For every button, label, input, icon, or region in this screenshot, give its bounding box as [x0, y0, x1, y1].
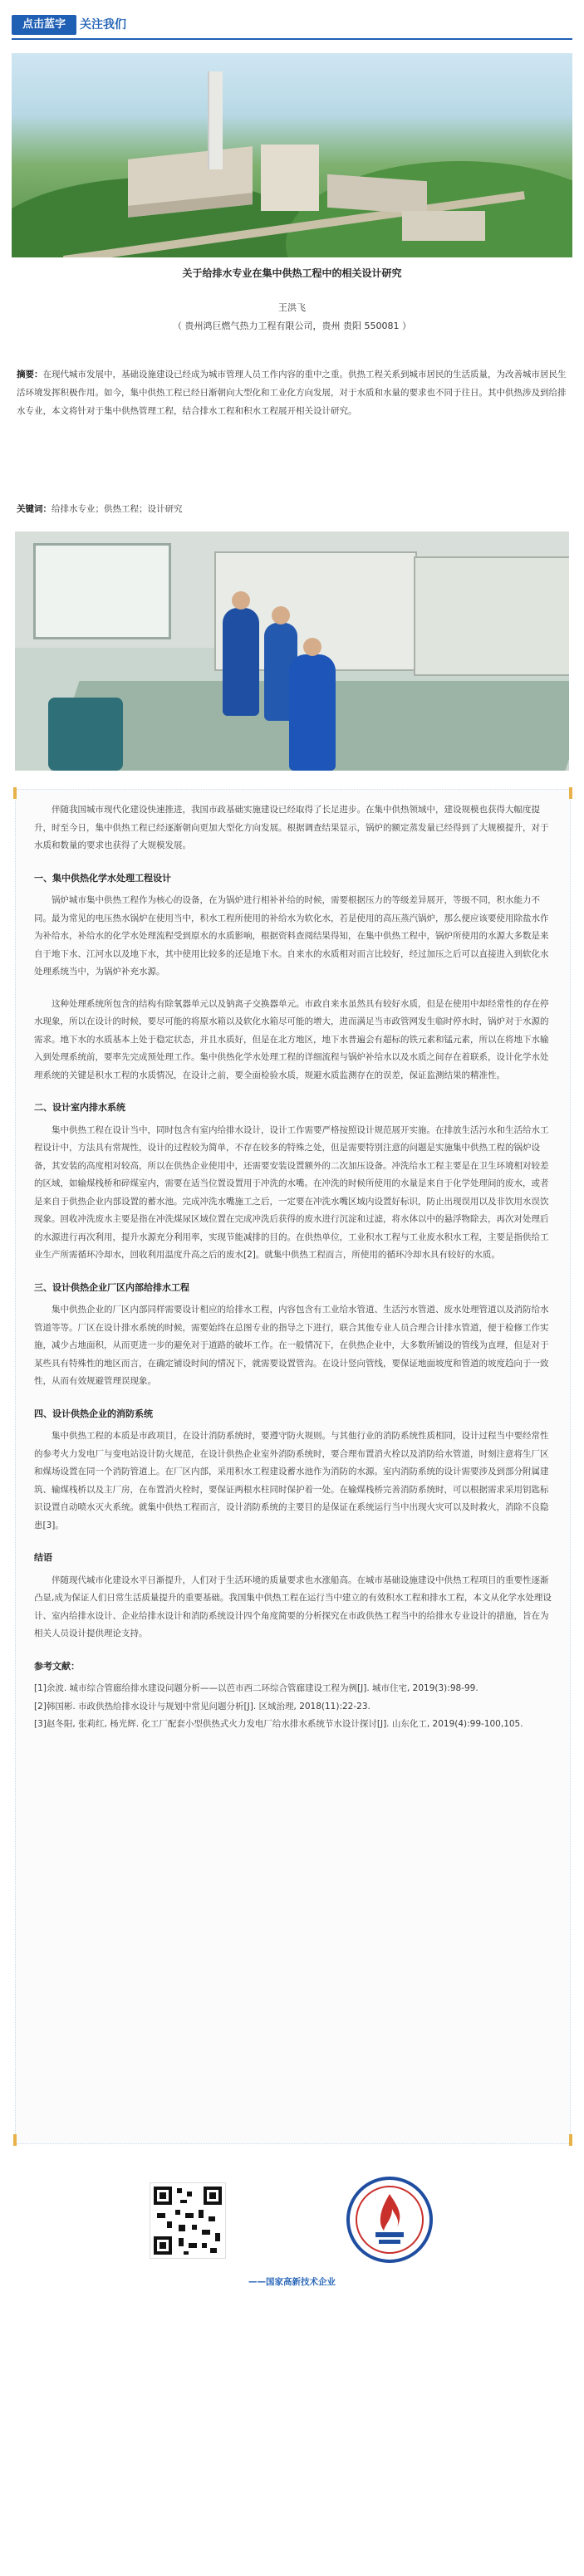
intro-paragraph: 伴随我国城市现代化建设快速推进，我国市政基础实施建设已经取得了长足进步。在集中供热领域中，建设规模也获得大幅度提升，时至今日，集中供热工程已经逐渐朝向更加大型化方向发展。根据调查结果显示，锅炉的额定蒸发量已经得到了大规模提升，对于水质和数量的要求也获得了大规模发展。	[34, 805, 549, 850]
keywords	[17, 502, 567, 515]
follow-us-label[interactable]: 关注我们	[80, 18, 126, 32]
conclusion-heading: 结语	[34, 1552, 52, 1563]
section-heading: 四、设计供热企业的消防系统	[34, 1408, 153, 1419]
reference-item: [1]余波. 城市综合管廊给排水建设问题分析——以芭市西二环综合管廊建设工程为例[J]. 城市住宅, 2019(3):98-99.	[34, 1683, 478, 1693]
qr-code-image	[150, 2182, 226, 2259]
building-shape	[402, 211, 485, 241]
building-shape	[261, 144, 319, 211]
section-paragraph: 锅炉城市集中供热工程作为核心的设备，在为锅炉进行相补补给的时候，需要根据压力的等级差异展开，等级不同，积水能力不同。最为常见的电压热水锅炉在使用当中，积水工程所使用的补给水为软化水，若是使用的高压蒸汽锅炉，那么便应该要使用除盐水作为补给水，补给水的化学水处理流程受到原水的水质影响，根据资料查阅结果得知，在集中供热工程中，锅炉所使用的水源大多数是来自于地下水、江河水以及地下水，其中使用比较多的还是地下水。自来水的水质相对而言比较好，经过加压之后可以直接进入到软化水处理系统当中，为锅炉补充水源。	[34, 895, 549, 977]
corner-ornament	[569, 2134, 572, 2146]
chimney-shape	[208, 71, 223, 169]
control-panel-shape	[414, 556, 569, 676]
control-room-photo	[15, 531, 569, 771]
abstract	[17, 365, 567, 420]
keywords-text: 给排水专业；供热工程；设计研究	[52, 504, 183, 514]
worker-figure	[223, 608, 259, 716]
corner-ornament	[13, 787, 17, 799]
section-paragraph: 这种处理系统所包含的结构有除氧器单元以及钠离子交换器单元。市政自来水虽然具有较好水质，但是在使用中却经常性的存在停水现象，所以在设计的时候，要尽可能的将原水箱以及软化水箱尽可能的增大，进而满足当市政管网发生临时停水时，锅炉对于水源的需求。地下水的水质基本上处于稳定状态，并且水质好，但是在北方地区，地下水普遍会有超标的铁元素和锰元素，所以在将地下水输入到处理系统前，要率先完成预处理工作。集中供热化学水处理工程的详细流程与锅炉补给水以及水质之间存在着联系，设计化学水处理系统的关键是积水工程的水质情况，在设计之前，要全面检验水质，规避水质监测存在的误差，保证监测结果的精准性。	[34, 998, 549, 1080]
company-logo	[346, 2176, 434, 2264]
plant-aerial-image	[12, 53, 572, 257]
conclusion-paragraph: 伴随现代城市化建设水平日渐提升，人们对于生活环境的质量要求也水涨船高。在城市基础设施建设中供热工程项目的重要性逐渐凸显,成为保证人们日常生活质量提升的重要基础。我国集中供热工程在运行当中建立的有效积水工程和排水工程，本文从化学水处理设计、室内给排水设计、企业给排水设计和消防系统设计四个角度简要的分析探究在市政供热工程当中的给排水专业设计的措施，旨在为相关人员设计提供理论支持。	[34, 1574, 552, 1638]
section-paragraph: 集中供热工程的本质是市政项目，在设计消防系统时，要遵守防火规则。与其他行业的消防系统性质相同，设计过程当中要经常性的参考火力发电厂与变电站设计防火规范，在设计供热企业室外消防系统时，要合理布置消火栓以及消防给水管道，时刻注意将生厂区和煤场设置在同一个消防管道上。在厂区内部，采用积水工程建设蓄水池作为消防的水源。室内消防系统的设计需要涉及到部分附属建筑、输煤栈桥以及主厂房，在布置消火栓时，要保证两根水柱同时保护着一处。在输煤栈桥完善消防系统时，可以根据需求采用钥匙标识设置自动喷水灭火系统。就集中供热工程而言，设计消防系统的主要目的是保证在系统运行当中出现火灾可以及时救火，消除不良隐患[3]。	[34, 1431, 549, 1530]
follow-banner	[0, 0, 584, 48]
chair-shape	[48, 698, 123, 771]
worker-figure	[289, 654, 336, 771]
click-blue-text-tag[interactable]: 点击蓝字	[12, 15, 76, 35]
abstract-label: 摘要：	[17, 370, 43, 380]
article-organization: （ 贵州鸿巨燃气热力工程有限公司，贵州 贵阳 550081 ）	[173, 321, 411, 331]
company-footer-text: ——国家高新技术企业	[248, 2277, 336, 2287]
reference-item: [3]赵冬阳, 张莉红, 杨光辉. 化工厂配套小型供热式火力发电厂给水排水系统节水设计探讨[J]. 山东化工, 2019(4):99-100,105.	[34, 1719, 523, 1729]
section-heading: 三、设计供热企业厂区内部给排水工程	[34, 1281, 189, 1293]
corner-ornament	[569, 787, 572, 799]
abstract-text: 在现代城市发展中，基础设施建设已经成为城市管理人员工作内容的重中之重。供热工程关系到城市居民的生活质量，为改善城市居民生活环境发挥积极作用。如今，集中供热工程已经日渐朝向大型化和工业化方向发展，对于水质和水量的要求也不同于往日。其中供热涉及到给排水专业，本文将针对于集中供热管理工程，结合排水工程和积水工程展开相关设计研究。	[17, 370, 567, 416]
article-title: 关于给排水专业在集中供热工程中的相关设计研究	[182, 267, 402, 279]
header-divider	[12, 38, 572, 40]
references-heading: 参考文献：	[34, 1660, 80, 1672]
article-content	[34, 801, 552, 1734]
worker-head	[272, 606, 290, 624]
worker-head	[303, 638, 321, 656]
reference-item: [2]韩国彬. 市政供热给排水设计与规划中常见问题分析[J]. 区域治理, 2018(11):22-23.	[34, 1701, 371, 1712]
worker-head	[232, 591, 250, 610]
keywords-label: 关键词：	[17, 504, 52, 514]
building-shape	[327, 174, 427, 214]
article-author: 王洪飞	[278, 302, 306, 313]
section-heading: 二、设计室内排水系统	[34, 1102, 125, 1113]
section-paragraph: 集中供热企业的厂区内部同样需要设计相应的给排水工程，内容包含有工业给水管道、生活污水管道、废水处理管道以及消防给水管道等等。厂区在设计排水系统的时候，需要始终在总图专业的指导之下进行，联合其他专业人员合理合计排水管道，便于检修工作实施，减少占地面积，从而更进一步的避免对于道路的破坏工作。在一般情况下，在供热企业中，大多数所铺设的管线为直埋，但是对于某些具有特殊性的地区而言，在确定铺设时间的情况下，就需要设置管沟。在设计竖向管线，要保证地面坡度和管道的坡度趋向于一致性，从而有效规避管理误现象。	[34, 1305, 549, 1386]
corner-ornament	[13, 2134, 17, 2146]
section-heading: 一、集中供热化学水处理工程设计	[34, 872, 171, 884]
section-paragraph: 集中供热工程在设计当中，同时包含有室内给排水设计，设计工作需要严格按照设计规范展开实施。在排放生活污水和生活给水工程设计中，方法具有常规性，设计的过程较为简单，不存在较多的特殊之处，但是需要特别注意的问题是实施集中供热工程的锅炉设备，其安装的高度相对较高，所以在供热企业使用中，还需要安装设置额外的二次加压设备。冲洗给水工程主要是在卫生环境相对较差的区域，如输煤栈桥和碎煤室内，需要在适当位置设置用于冲洗的水嘴。在冲洗的时候所使用的水量是来自于化学处理间的废水，或者是来自于供热企业内部设置的蓄水池。完成冲洗水嘴施工之后，一定要在冲洗水嘴区域内设置好标识，防止出现误用以及非饮用水误饮现象。回收冲洗废水主要是指在冲洗煤尿区域位置在完成冲洗后获得的废水进行沉淀和过滤，将水体以中的悬浮物除去，再次对处理后的水源进行再次利用，提升水源充分利用率，实现节能减排的目的。在供热单位，工业积水工程与工业废水积水工程，主要是指供给工业生产所需循环冷却水，回收利用温度升高之后的废水[2]。就集中供热工程而言，所使用的循环冷却水具有较好的水质。	[34, 1124, 549, 1260]
article-body-box	[15, 789, 571, 2144]
window-shape	[33, 543, 171, 639]
